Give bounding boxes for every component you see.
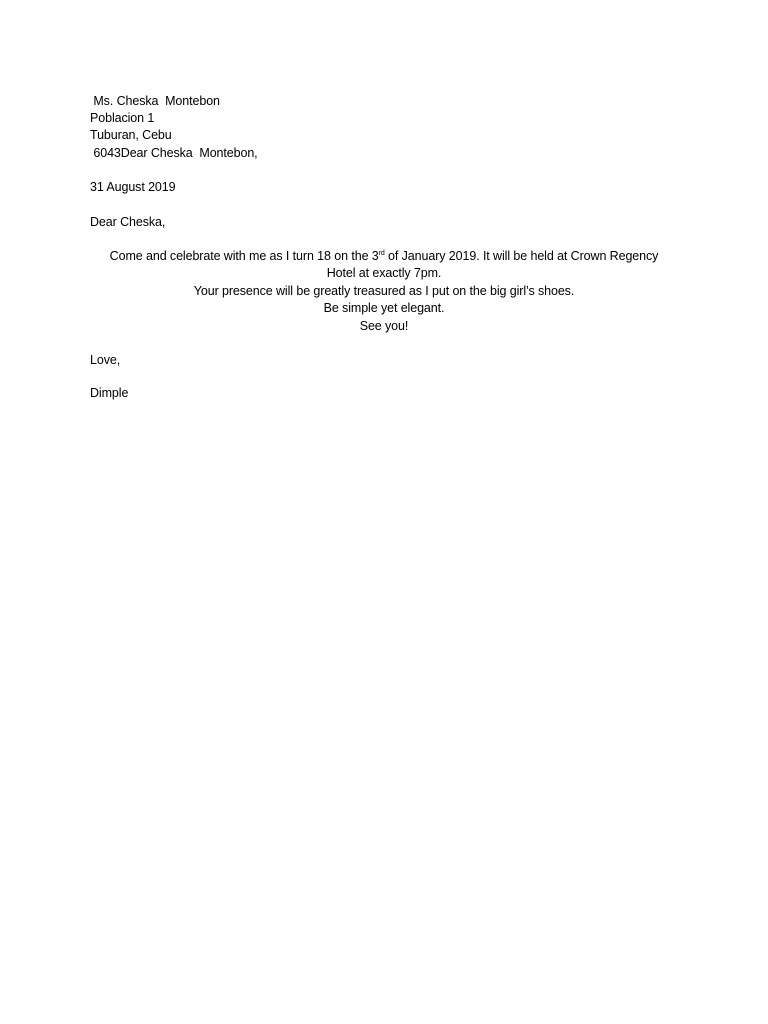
body-line-1: [90, 248, 678, 266]
body-line-5: See you!: [359, 319, 409, 333]
recipient-zip-line: 6043Dear Cheska Montebon,: [90, 146, 258, 160]
body-line-1-end: of January 2019. It will be held at Crown Regency: [384, 249, 659, 263]
recipient-city: Tuburan, Cebu: [90, 128, 172, 142]
recipient-name: Ms. Cheska Montebon: [90, 94, 220, 108]
body-line-4: Be simple yet elegant.: [323, 301, 445, 315]
body-line-2: Hotel at exactly 7pm.: [326, 266, 442, 280]
body-line-3: Your presence will be greatly treasured as I put on the big girl’s shoes.: [193, 284, 575, 298]
salutation: Dear Cheska,: [90, 215, 166, 229]
letter-date: 31 August 2019: [90, 180, 176, 194]
closing: Love,: [90, 353, 121, 367]
signature: Dimple: [90, 386, 129, 400]
ordinal-suffix: rd: [378, 250, 385, 257]
body-line-1-start: Come and celebrate with me as I turn 18 on the 3: [109, 249, 379, 263]
recipient-street: Poblacion 1: [90, 111, 155, 125]
